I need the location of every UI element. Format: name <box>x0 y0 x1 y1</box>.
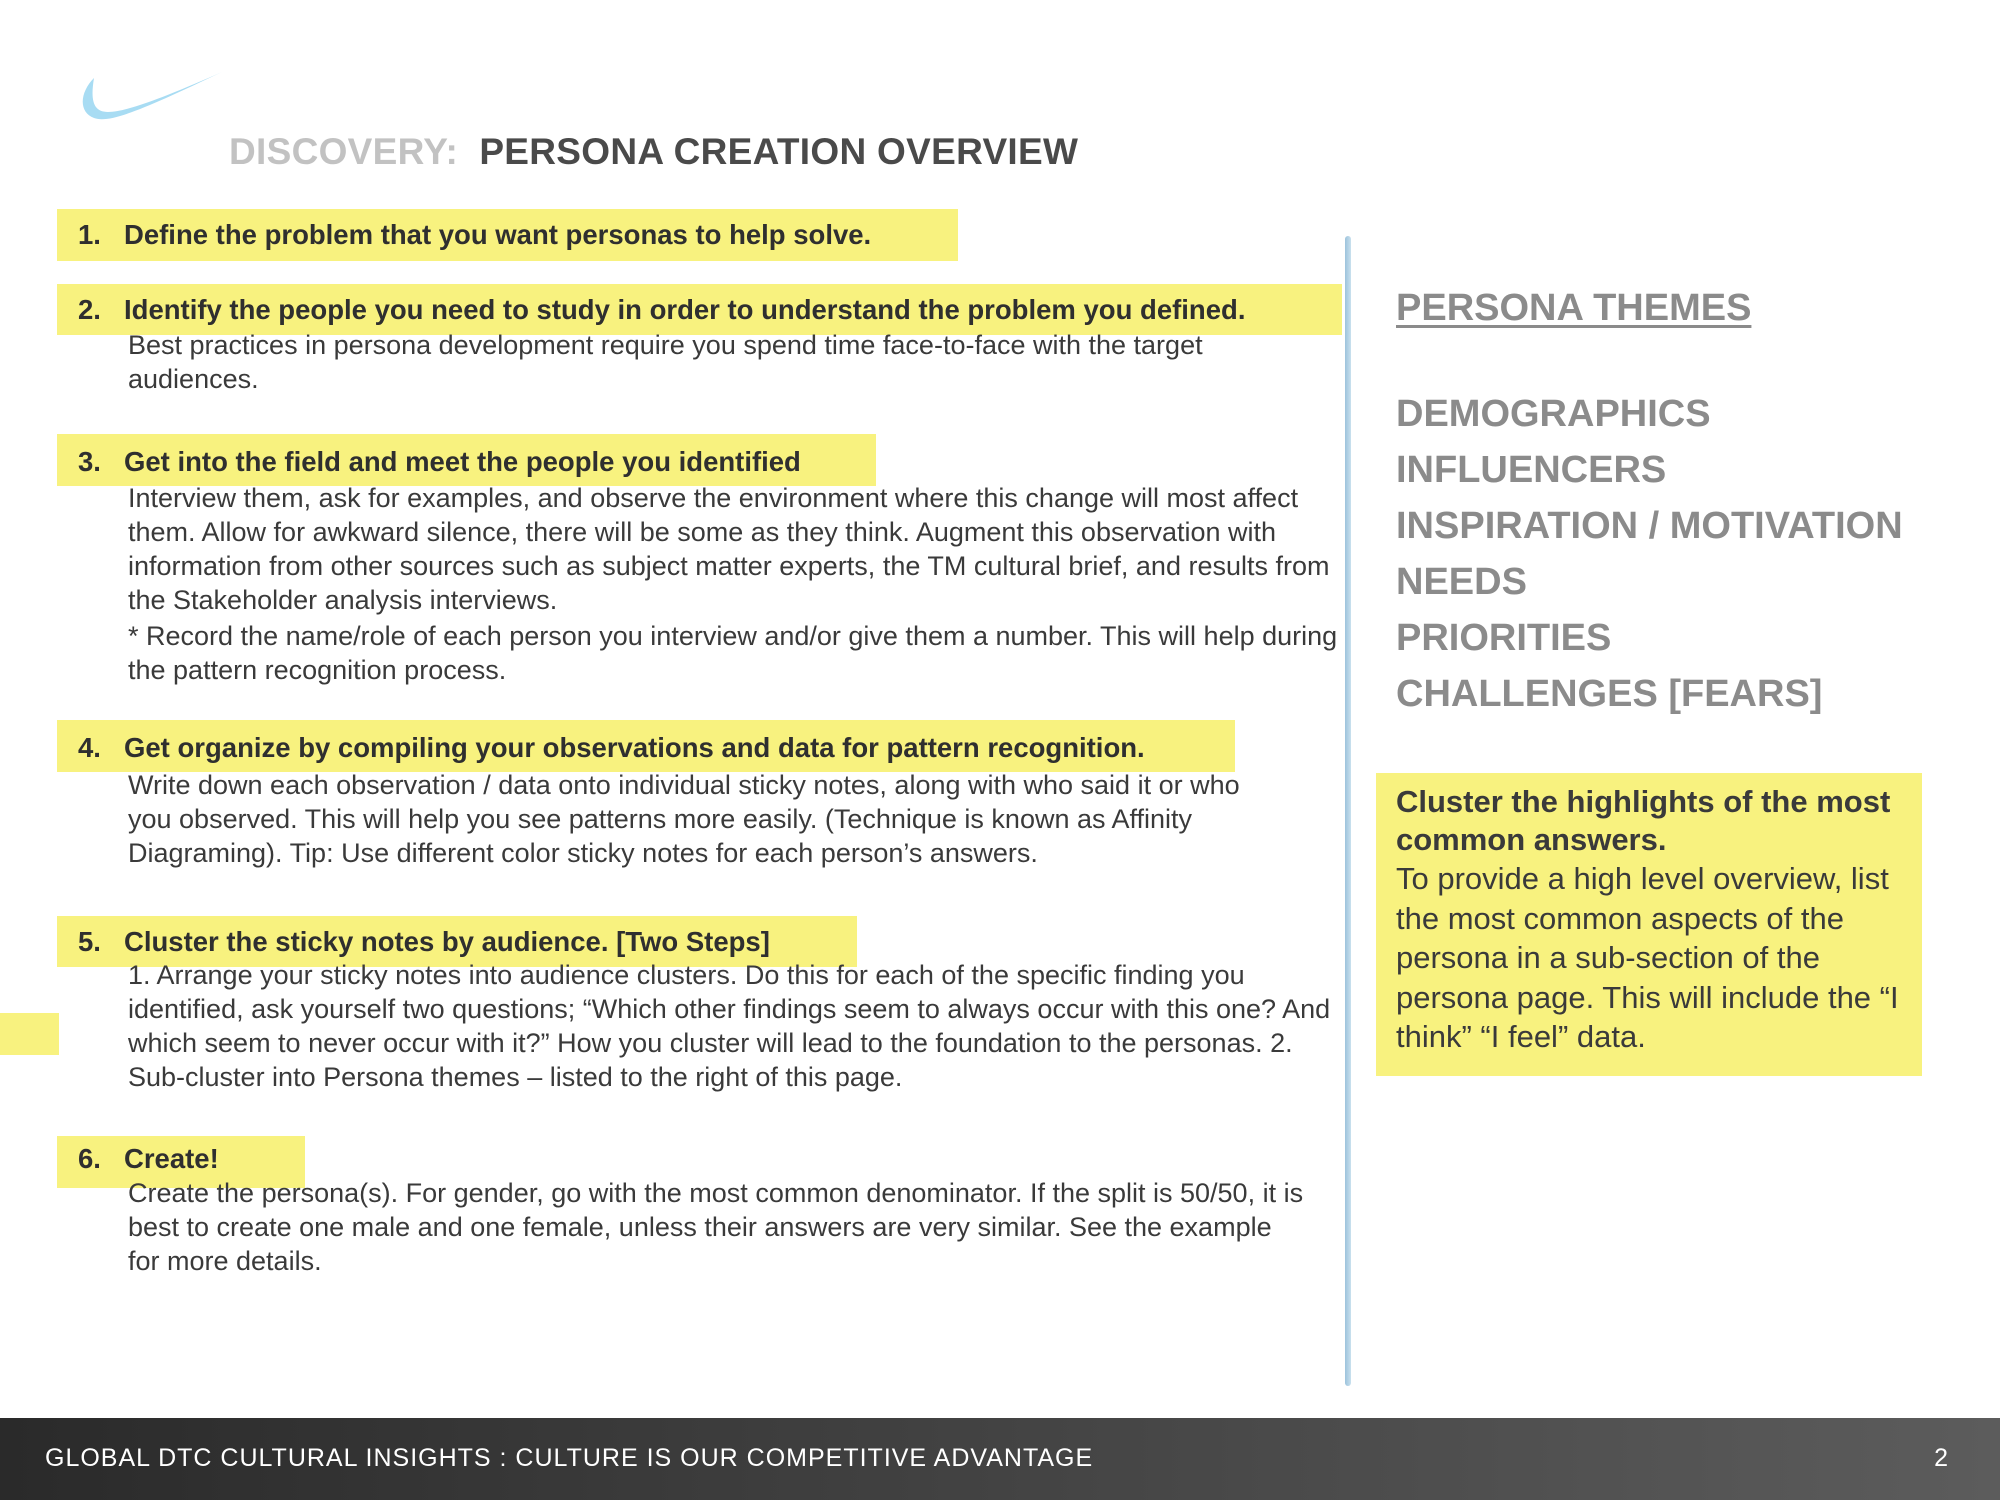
step-2-heading <box>78 294 1245 326</box>
swoosh-logo-icon <box>76 68 222 126</box>
step-1-number: 1. <box>78 219 101 250</box>
footer-bar <box>0 1418 2000 1500</box>
callout-heading: Cluster the highlights of the most common answers. <box>1396 784 1891 857</box>
step-3-body <box>128 481 1343 687</box>
theme-item: INFLUENCERS <box>1396 449 1667 491</box>
step-6-title: Create! <box>124 1143 219 1174</box>
step-2-paragraph: Best practices in persona development require you spend time face-to-face with the target audiences. <box>128 330 1203 394</box>
step-4-body <box>128 768 1288 870</box>
step-5-paragraph: 1. Arrange your sticky notes into audience clusters. Do this for each of the specific finding you identified, ask yourself two questions; “Which other findings seem to always occur with this one? And which seem to never occur with it?” How you cluster will lead to the foundation to the personas. 2. Sub-cluster into Persona themes – listed to the right of this page. <box>128 960 1331 1092</box>
step-3-number: 3. <box>78 446 101 477</box>
step-1-title: Define the problem that you want personas to help solve. <box>124 219 872 250</box>
footer-tagline: GLOBAL DTC CULTURAL INSIGHTS : CULTURE IS OUR COMPETITIVE ADVANTAGE <box>45 1444 1094 1472</box>
step-6-number: 6. <box>78 1143 101 1174</box>
persona-themes-heading: PERSONA THEMES <box>1396 287 1752 329</box>
step-6-heading <box>78 1143 219 1175</box>
theme-item: INSPIRATION / MOTIVATION <box>1396 505 1903 547</box>
step-5-number: 5. <box>78 926 101 957</box>
callout-body: To provide a high level overview, list the most common aspects of the persona in a sub-section of the persona page. This will include the “I think” “I feel” data. <box>1396 861 1899 1054</box>
step-6-body <box>128 1176 1308 1278</box>
step-4-heading <box>78 732 1145 764</box>
step-4-paragraph: Write down each observation / data onto individual sticky notes, along with who said it or who you observed. This will help you see patterns more easily. (Technique is known as Affinity Diagraming). Tip: Use different color sticky notes for each person’s answers. <box>128 770 1240 868</box>
page-title <box>229 131 1078 173</box>
margin-marker <box>0 1013 59 1055</box>
step-1-heading <box>78 219 871 251</box>
step-4-title: Get organize by compiling your observations and data for pattern recognition. <box>124 732 1145 763</box>
step-3-paragraph: Interview them, ask for examples, and observe the environment where this change will most affect them. Allow for awkward silence, there will be some as they think. Augment this observation with information from other sources such as subject matter experts, the TM cultural brief, and results from the Stakeholder analysis interviews. <box>128 483 1330 615</box>
step-2-number: 2. <box>78 294 101 325</box>
step-2-body <box>128 328 1308 396</box>
theme-item: NEEDS <box>1396 561 1527 603</box>
step-3-heading <box>78 446 801 478</box>
cluster-callout <box>1376 773 1922 1076</box>
title-main: PERSONA CREATION OVERVIEW <box>479 131 1079 172</box>
step-5-heading <box>78 926 770 958</box>
step-5-title: Cluster the sticky notes by audience. [Two Steps] <box>124 926 770 957</box>
step-4-number: 4. <box>78 732 101 763</box>
theme-item: DEMOGRAPHICS <box>1396 393 1711 435</box>
title-prefix: DISCOVERY: <box>229 131 459 172</box>
page-number: 2 <box>1934 1444 1948 1472</box>
step-2-title: Identify the people you need to study in order to understand the problem you defined. <box>124 294 1246 325</box>
theme-item: PRIORITIES <box>1396 617 1612 659</box>
persona-themes-list <box>1396 392 1903 728</box>
theme-item: CHALLENGES [FEARS] <box>1396 673 1823 715</box>
step-3-note: * Record the name/role of each person you interview and/or give them a number. This will help during the pattern recognition process. <box>128 621 1338 685</box>
step-3-title: Get into the field and meet the people you identified <box>124 446 801 477</box>
column-divider <box>1345 236 1351 1386</box>
step-6-paragraph: Create the persona(s). For gender, go with the most common denominator. If the split is 50/50, it is best to create one male and one female, unless their answers are very similar. See the example for more details. <box>128 1178 1304 1276</box>
step-5-body <box>128 958 1343 1094</box>
